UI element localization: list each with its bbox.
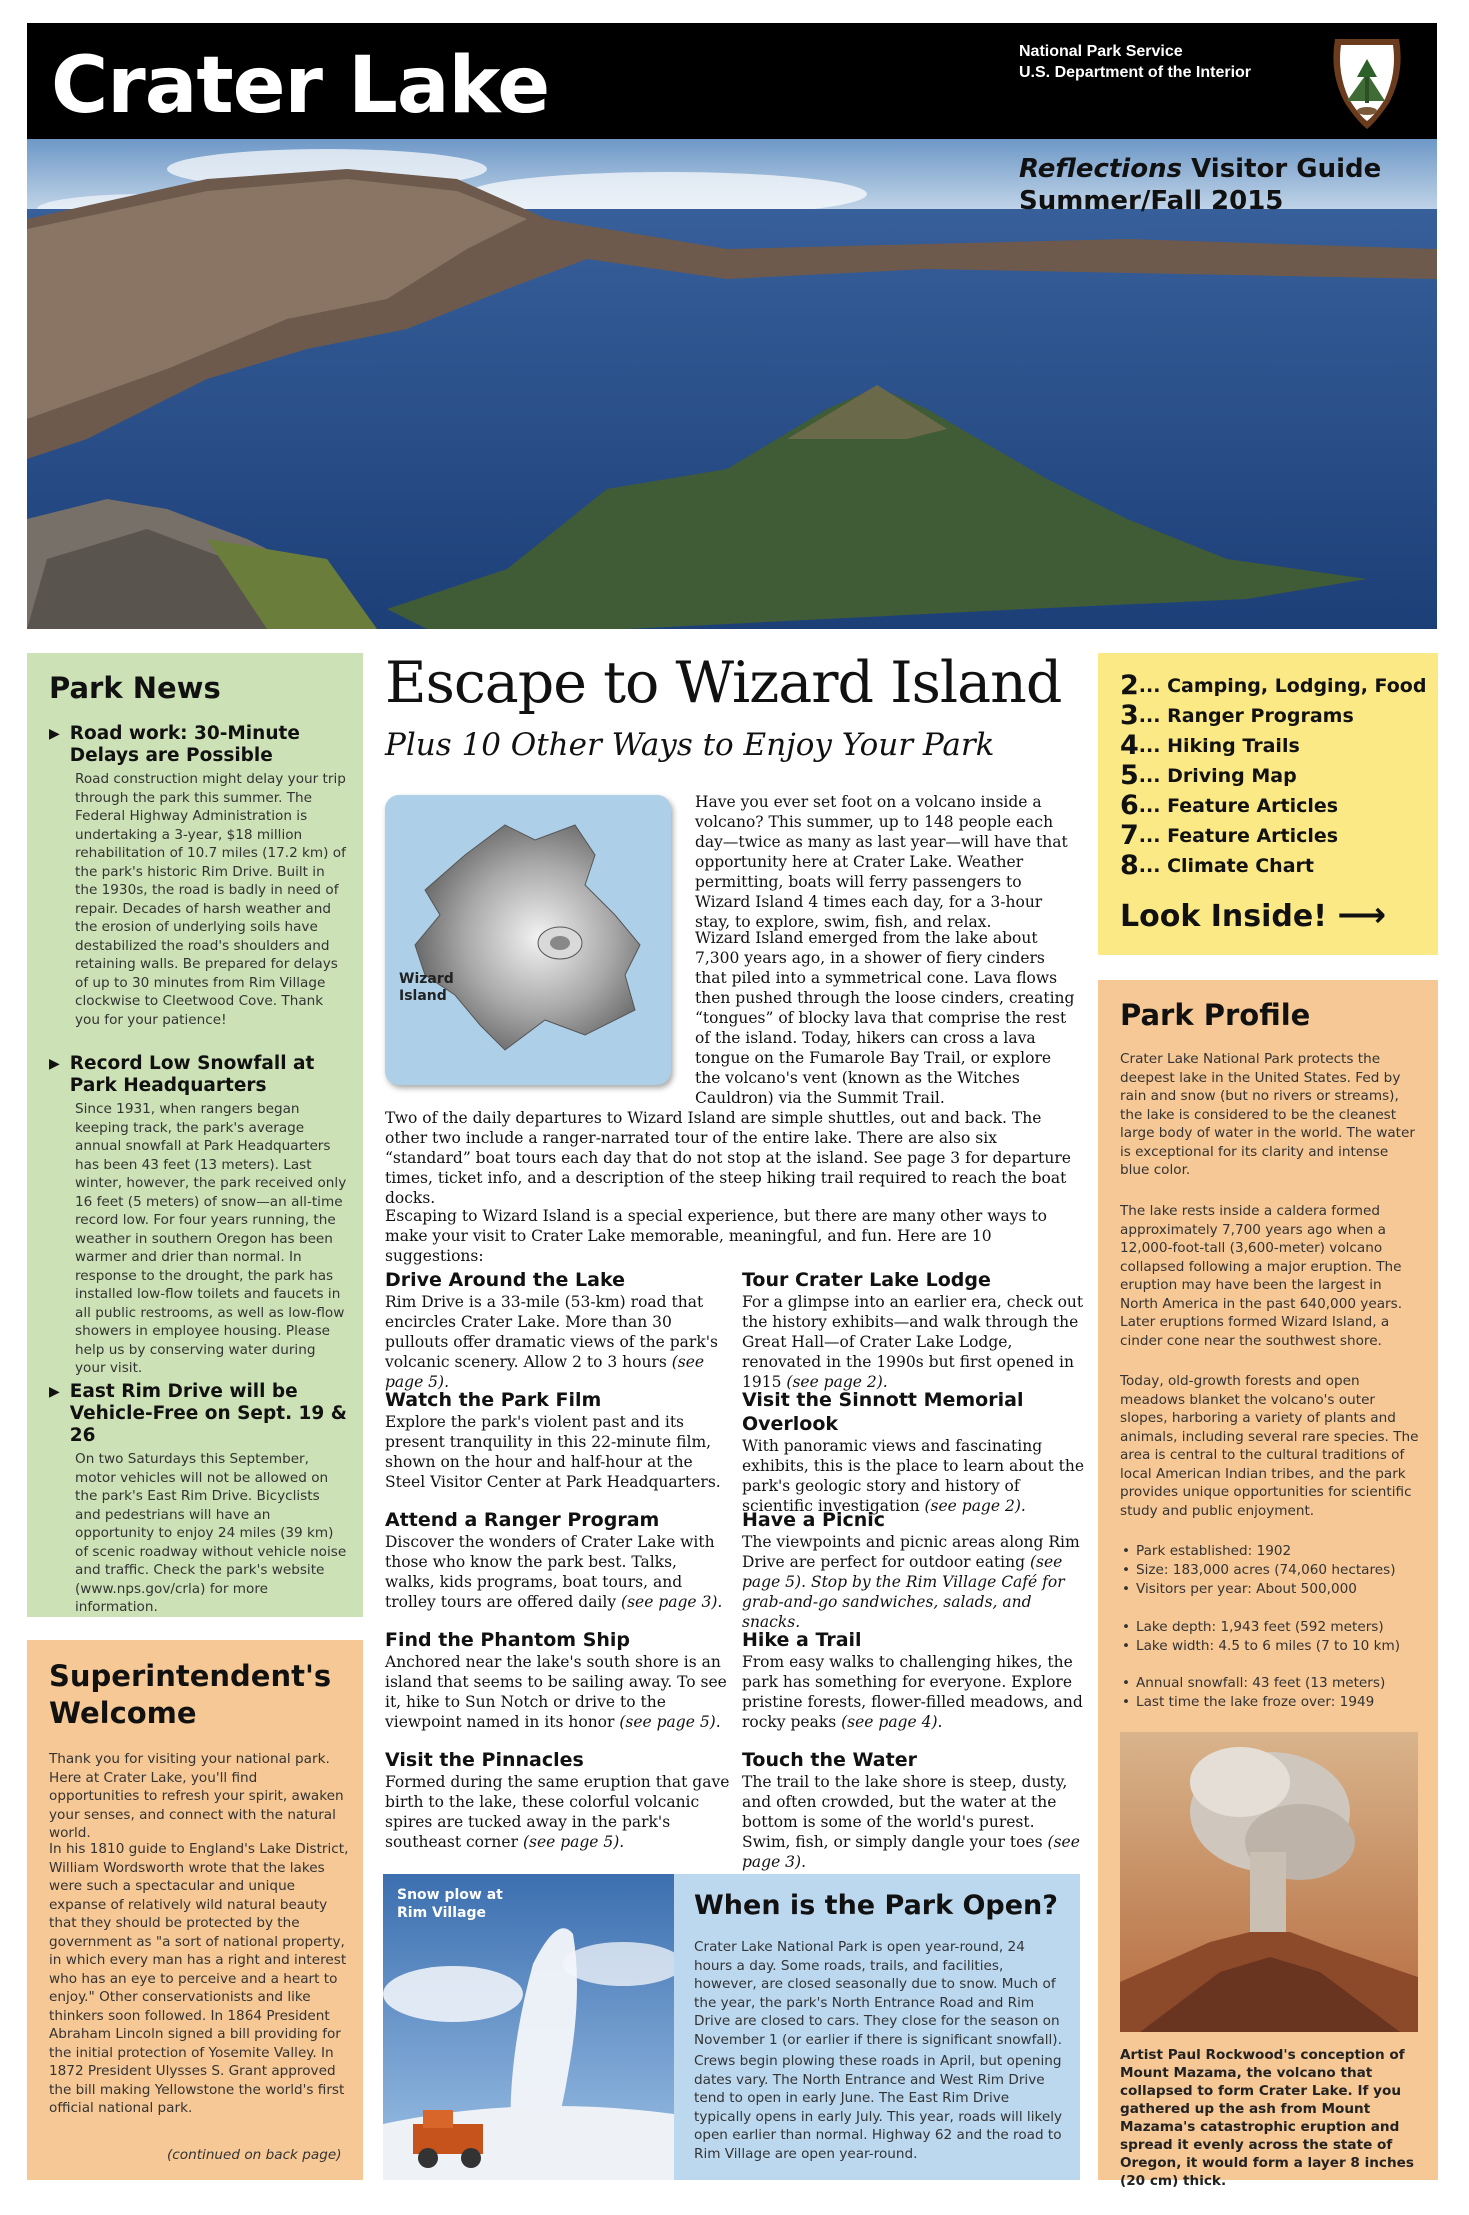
page-title: Crater Lake [51, 41, 550, 131]
park-hours-paragraph: Crater Lake National Park is open year-round, 24 hours a day. Some roads, trails, and facilities, however, are closed seasonally due to snow. Much of the year, the park's North Entrance Road and Rim Drive are closed to cars. They close for the season on November 1 (or earlier if there is significant snowfall). [694, 1939, 1062, 2048]
idea-body: For a glimpse into an earlier era, check out the history exhibits—and walk through the Great Hall—of Crater Lake Lodge, renovated in the 1990s but first opened in 1915 [742, 1293, 1084, 1391]
idea-page-ref: (see page 2). [924, 1497, 1026, 1515]
index-list [1120, 671, 1426, 881]
idea-page-ref: (see page 3). [621, 1593, 723, 1611]
intro-paragraph: Have you ever set foot on a volcano inside a volcano? This summer, up to 148 people each day—twice as many as last year—will have that opportunity here at Crater Lake. Weather permitting, boats will ferry passengers to Wizard Island 4 times each day, for a 3-hour stay, to explore, swim, fish, and relax. [695, 793, 1068, 931]
idea-title: Attend a Ranger Program [385, 1509, 660, 1531]
article-paragraph: Two of the daily departures to Wizard Island are simple shuttles, out and back. The other two include a ranger-narrated tour of the entire lake. There are also six “standard” boat tours each day that do not stop at the island. See page 3 for departure times, ticket info, and a description of the steep hiking trail required to reach the boat docks. [385, 1109, 1071, 1207]
look-inside-label: Look Inside! [1120, 899, 1327, 934]
index-page-number: 6 [1120, 790, 1139, 821]
news-item-title: Road work: 30-Minute Delays are Possible [69, 723, 300, 766]
idea-title: Have a Picnic [742, 1509, 886, 1531]
park-news-panel [27, 653, 363, 1617]
index-page-number: 3 [1120, 700, 1139, 731]
index-row [1120, 821, 1426, 851]
index-row [1120, 761, 1426, 791]
news-item [49, 1381, 349, 1617]
triangle-bullet-icon: ▶ [49, 1384, 60, 1400]
index-label: ... Feature Articles [1138, 795, 1339, 817]
idea-title: Touch the Water [742, 1749, 917, 1771]
hero-photo-crater-lake [27, 139, 1437, 629]
intro-paragraph: Wizard Island emerged from the lake about 7,300 years ago, in a shower of fiery cinders that piled into a symmetrical cone. Lava flows then pushed through the loose cinders, creating “tongues” of blocky lava that comprise the rest of the island. Today, hikers can cross a lava tongue on the Fumarole Bay Trail, or explore the volcano's vent (known as the Witches Cauldron) via the Summit Trail. [695, 929, 1075, 1107]
index-label: ... Feature Articles [1138, 825, 1339, 847]
index-label: ... Ranger Programs [1138, 705, 1354, 727]
continued-note: (continued on back page) [167, 2147, 342, 2163]
wizard-island-map [385, 795, 671, 1085]
fact-item: • Annual snowfall: 43 feet (13 meters) [1120, 1674, 1430, 1693]
nps-arrowhead-logo [1327, 33, 1407, 131]
idea-body: From easy walks to challenging hikes, the park has something for everyone. Explore pristine forests, flower-filled meadows, and rocky peaks [742, 1653, 1083, 1731]
wizard-island-relief-illustration [385, 795, 671, 1085]
article-subhead: Plus 10 Other Ways to Enjoy Your Park [385, 727, 995, 763]
fact-item: • Visitors per year: About 500,000 [1120, 1580, 1430, 1599]
index-page-number: 7 [1120, 820, 1139, 851]
park-hours-panel [674, 1874, 1080, 2180]
triangle-bullet-icon: ▶ [49, 726, 60, 742]
index-row [1120, 791, 1426, 821]
triangle-bullet-icon: ▶ [49, 1056, 60, 1072]
park-hours-paragraph: Crews begin plowing these roads in April, but opening dates vary. The North Entrance and West Rim Drive tend to open in early June. The East Rim Drive typically opens in early July. This year, roads will likely open earlier than normal. Highway 62 and the road to Rim Village are open year-round. [694, 2053, 1063, 2162]
guide-title [1019, 153, 1381, 217]
index-row [1120, 731, 1426, 761]
profile-paragraph: Crater Lake National Park protects the deepest lake in the United States. Fed by rain and snow (but no rivers or streams), the lake is considered to be the cleanest large body of water in the world. The water is exceptional for its clarity and intense blue color. [1120, 1051, 1415, 1178]
article-headline: Escape to Wizard Island [385, 650, 1062, 716]
idea-page-ref: (see page 2). [786, 1373, 888, 1391]
painting-caption: Artist Paul Rockwood's conception of Mount Mazama, the volcano that collapsed to form Crater Lake. If you gathered up the ash from Mount Mazama's catastrophic eruption and spread it evenly across the state of Oregon, it would form a layer 8 inches (20 cm) thick. [1120, 2047, 1414, 2189]
welcome-paragraph: Thank you for visiting your national park. Here at Crater Lake, you'll find opportunities to refresh your spirit, awaken your senses, and connect with the natural world. [49, 1751, 344, 1841]
fact-item: • Lake width: 4.5 to 6 miles (7 to 10 km) [1120, 1637, 1430, 1656]
idea-title: Tour Crater Lake Lodge [742, 1269, 991, 1291]
news-item-title: Record Low Snowfall at Park Headquarters [69, 1053, 315, 1096]
inside-index-panel [1098, 653, 1438, 955]
idea-body: Discover the wonders of Crater Lake with those who know the park best. Talks, walks, kids programs, boat tours, and trolley tours are offered daily [385, 1533, 715, 1611]
park-profile-panel [1098, 980, 1438, 2189]
index-label: ... Climate Chart [1138, 855, 1314, 877]
news-item-title: East Rim Drive will be Vehicle-Free on Sept. 19 & 26 [69, 1381, 347, 1446]
mount-mazama-painting [1120, 1732, 1418, 2032]
idea-item [385, 1268, 730, 1392]
fact-item: • Size: 183,000 acres (74,060 hectares) [1120, 1561, 1430, 1580]
idea-title: Visit the Sinnott Memorial Overlook [742, 1389, 1024, 1435]
fact-item: • Park established: 1902 [1120, 1542, 1430, 1561]
index-page-number: 8 [1120, 850, 1139, 881]
idea-title: Hike a Trail [742, 1629, 862, 1651]
idea-title: Find the Phantom Ship [385, 1629, 631, 1651]
eruption-illustration [1120, 1732, 1418, 2032]
idea-body: Rim Drive is a 33-mile (53-km) road that encircles Crater Lake. More than 30 pullouts offer dramatic views of the park's volcanic scenery. Allow 2 to 3 hours [385, 1293, 718, 1371]
fact-item: • Last time the lake froze over: 1949 [1120, 1693, 1430, 1712]
idea-body: The viewpoints and picnic areas along Rim Drive are perfect for outdoor eating [742, 1533, 1080, 1571]
index-page-number: 5 [1120, 760, 1139, 791]
article-paragraph: Escaping to Wizard Island is a special experience, but there are many other ways to make your visit to Crater Lake memorable, meaningful, and fun. Here are 10 suggestions: [385, 1207, 1047, 1265]
idea-page-ref: (see page 4). [841, 1713, 943, 1731]
guide-label: Visitor Guide [1182, 154, 1382, 184]
snow-plow-photo [383, 1874, 674, 2180]
idea-item [742, 1268, 1087, 1392]
idea-title: Visit the Pinnacles [385, 1749, 584, 1771]
idea-item [742, 1508, 1087, 1632]
guide-series-name: Reflections [1019, 154, 1183, 184]
idea-item [742, 1628, 1087, 1732]
masthead [27, 23, 1437, 139]
index-row [1120, 671, 1426, 701]
idea-item [385, 1388, 730, 1492]
plow-caption: Snow plow at Rim Village [397, 1887, 503, 1921]
news-item [49, 1053, 349, 1378]
index-page-number: 2 [1120, 670, 1139, 701]
index-label: ... Driving Map [1138, 765, 1297, 787]
index-page-number: 4 [1120, 730, 1139, 761]
idea-body: Formed during the same eruption that gave birth to the lake, these colorful volcanic spires are tucked away in the park's southeast corner [385, 1773, 730, 1851]
news-item-body: On two Saturdays this September, motor vehicles will not be allowed on the park's East Rim Drive. Bicyclists and pedestrians will have an opportunity to enjoy 24 miles (39 km) of scenic roadway without vehicle noise and traffic. Check the park's website (www.nps.gov/crla) for more information. [75, 1451, 347, 1615]
superintendent-welcome-panel [27, 1640, 363, 2180]
park-hours-heading: When is the Park Open? [694, 1890, 1058, 1921]
profile-paragraph: Today, old-growth forests and open meadows blanket the volcano's outer slopes, harboring a variety of plants and animals, including several rare species. The area is central to the cultural traditions of local American Indian tribes, and the park provides unique opportunities for scientific study and public enjoyment. [1120, 1373, 1419, 1519]
idea-body: The trail to the lake shore is steep, dusty, and often crowded, but the water at the bottom is some of the world's purest. Swim, fish, or simply dangle your toes [742, 1773, 1068, 1851]
idea-item [742, 1388, 1087, 1516]
idea-page-ref: (see page 5). [522, 1833, 625, 1851]
facts-list [1120, 1674, 1430, 1712]
index-label: ... Camping, Lodging, Food [1138, 675, 1427, 697]
look-inside [1120, 895, 1386, 935]
welcome-heading: Superintendent's Welcome [49, 1659, 332, 1730]
news-item [49, 723, 349, 1029]
idea-page-ref: (see page 5). Stop by the Rim Village Café for grab-and-go sandwiches, salads, and snacks. [742, 1553, 1065, 1631]
index-label: ... Hiking Trails [1138, 735, 1300, 757]
facts-list [1120, 1618, 1430, 1656]
index-row [1120, 851, 1426, 881]
fact-item: • Lake depth: 1,943 feet (592 meters) [1120, 1618, 1430, 1637]
right-arrow-icon: ⟶ [1337, 895, 1387, 935]
idea-item [385, 1508, 730, 1612]
facts-list [1120, 1542, 1430, 1599]
idea-item [742, 1748, 1087, 1872]
idea-page-ref: (see page 5). [619, 1713, 721, 1731]
agency-name: National Park Service [1019, 43, 1183, 60]
guide-season: Summer/Fall 2015 [1019, 186, 1284, 216]
profile-paragraph: The lake rests inside a caldera formed approximately 7,700 years ago when a 12,000-foot-tall (3,600-meter) volcano collapsed following a major eruption. The eruption may have been the largest in North America in the past 640,000 years. Later eruptions formed Wizard Island, a cinder cone near the southwest shore. [1120, 1203, 1403, 1349]
idea-item [385, 1748, 730, 1852]
idea-title: Watch the Park Film [385, 1389, 602, 1411]
index-row [1120, 701, 1426, 731]
idea-page-ref: (see page 3). [742, 1833, 1080, 1871]
idea-body: Anchored near the lake's south shore is an island that seems to be sailing away. To see it, hike to Sun Notch or drive to the viewpoint named in its honor [385, 1653, 727, 1731]
idea-body: Explore the park's violent past and its present tranquility in this 22-minute film, shown on the hour and half-hour at the Steel Visitor Center at Park Headquarters. [385, 1413, 721, 1491]
idea-page-ref: (see page 5). [385, 1353, 705, 1391]
map-label: Wizard Island [399, 971, 454, 1004]
park-news-heading: Park News [49, 671, 221, 705]
agency-block [1019, 41, 1251, 83]
news-item-body: Since 1931, when rangers began keeping track, the park's average annual snowfall at Park Headquarters has been 43 feet (13 meters). Last winter, however, the park received only 16 feet (5 meters) of snow—an all-time record low. For four years running, the weather in southern Oregon has been warmer and drier than normal. In response to the drought, the park has installed low-flow toilets and faucets in all public restrooms, as well as low-flow showers in employee housing. Please help us by conserving water during your visit. [75, 1101, 347, 1376]
welcome-paragraph: In his 1810 guide to England's Lake District, William Wordsworth wrote that the lakes were such a spectacular and unique expanse of relatively wild natural beauty that they should be protected by the government as "a sort of national property, in which every man has a right and interest who has an eye to perceive and a heart to enjoy." Other conservationists and like thinkers soon followed. In 1864 President Abraham Lincoln signed a bill providing for the initial protection of Yosemite Valley. In 1872 President Ulysses S. Grant approved the bill making Yellowstone the world's first official national park. [49, 1841, 349, 2116]
idea-title: Drive Around the Lake [385, 1269, 625, 1291]
news-item-body: Road construction might delay your trip through the park this summer. The Federal Highway Administration is undertaking a 3-year, $18 million rehabilitation of 10.7 miles (17.2 km) of the park's historic Rim Drive. Built in the 1930s, the road is badly in need of repair. Decades of harsh weather and the erosion of underlying soils have destabilized the road's shoulders and retaining walls. Be prepared for delays of up to 30 minutes from Rim Village clockwise to Cleetwood Cove. Thank you for your patience! [75, 771, 346, 1028]
department-name: U.S. Department of the Interior [1019, 64, 1252, 81]
idea-body: With panoramic views and fascinating exhibits, this is the place to learn about the park's geologic story and history of scientific investigation [742, 1437, 1085, 1515]
park-profile-heading: Park Profile [1120, 998, 1311, 1032]
idea-item [385, 1628, 730, 1732]
